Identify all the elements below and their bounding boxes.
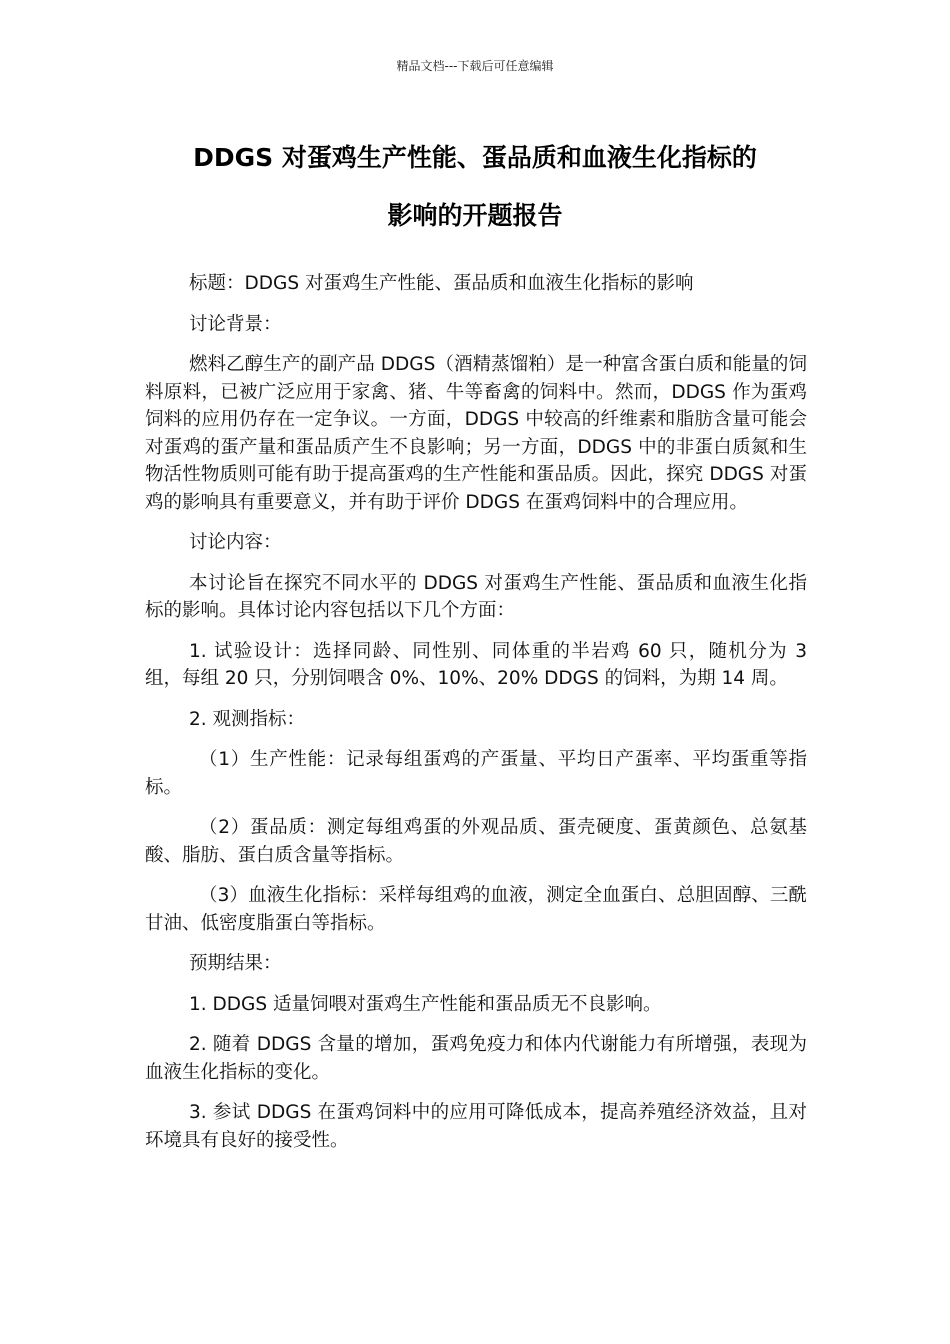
document-body xyxy=(145,270,807,1167)
document-title-line-1: DDGS 对蛋鸡生产性能、蛋品质和血液生化指标的 xyxy=(193,143,757,172)
paragraph-design: 1. 试验设计：选择同龄、同性别、同体重的半岩鸡 60 只，随机分为 3 组，每组 20 只，分别饲喂含 0%、10%、20% DDGS 的饲料，为期 14 周。 xyxy=(145,640,807,689)
paragraph-result-3: 3. 参试 DDGS 在蛋鸡饲料中的应用可降低成本，提高养殖经济效益，且对环境具有良好的接受性。 xyxy=(145,1102,807,1151)
header-note: 精品文档---下载后可任意编辑 xyxy=(396,59,554,73)
document-title-line-2: 影响的开题报告 xyxy=(387,201,563,230)
paragraph-title-line: 标题：DDGS 对蛋鸡生产性能、蛋品质和血液生化指标的影响 xyxy=(189,273,694,294)
paragraph-indicators: 2. 观测指标： xyxy=(189,708,306,730)
paragraph-content-intro: 本讨论旨在探究不同水平的 DDGS 对蛋鸡生产性能、蛋品质和血液生化指标的影响。具体讨论内容包括以下几个方面： xyxy=(145,572,807,621)
paragraph-background: 燃料乙醇生产的副产品 DDGS（酒精蒸馏粕）是一种富含蛋白质和能量的饲料原料，已被广泛应用于家禽、猪、牛等畜禽的饲料中。然而，DDGS 作为蛋鸡饲料的应用仍存在一定争议。一方面，DDGS 中较高的纤维素和脂肪含量可能会对蛋鸡的蛋产量和蛋品质产生不良影响；另一方面，DDGS 中的非蛋白质氮和生物活性物质则可能有助于提高蛋鸡的生产性能和蛋品质。因此，探究 DDGS 对蛋鸡的影响具有重要意义，并有助于评价 DDGS 在蛋鸡饲料中的合理应用。 xyxy=(145,354,807,513)
heading-content: 讨论内容： xyxy=(189,532,282,553)
paragraph-indicator-blood: （3）血液生化指标：采样每组鸡的血液，测定全血蛋白、总胆固醇、三酰甘油、低密度脂蛋白等指标。 xyxy=(145,885,807,934)
heading-background: 讨论背景： xyxy=(189,313,282,335)
paragraph-result-1: 1. DDGS 适量饲喂对蛋鸡生产性能和蛋品质无不良影响。 xyxy=(189,993,662,1015)
paragraph-indicator-egg-quality: （2）蛋品质：测定每组鸡蛋的外观品质、蛋壳硬度、蛋黄颜色、总氨基酸、脂肪、蛋白质含量等指标。 xyxy=(145,817,807,866)
paragraph-result-2: 2. 随着 DDGS 含量的增加，蛋鸡免疫力和体内代谢能力有所增强，表现为血液生化指标的变化。 xyxy=(145,1034,807,1083)
heading-expected-results: 预期结果： xyxy=(189,953,282,974)
paragraph-indicator-production: （1）生产性能：记录每组蛋鸡的产蛋量、平均日产蛋率、平均蛋重等指标。 xyxy=(145,749,807,798)
